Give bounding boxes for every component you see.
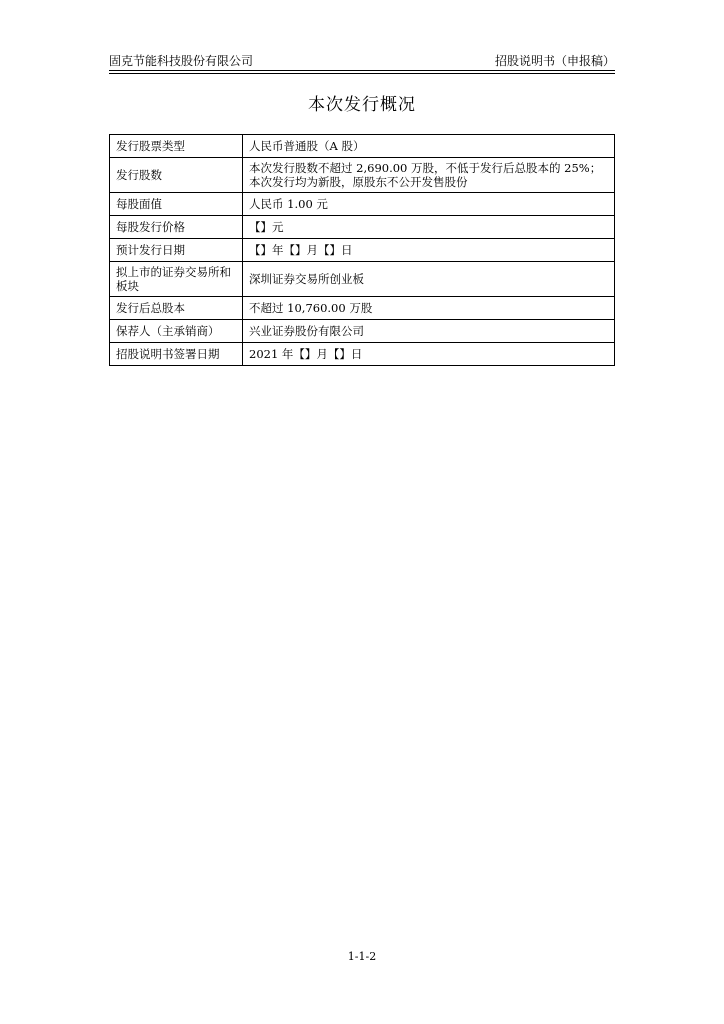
row-label: 招股说明书签署日期 (110, 343, 243, 366)
table-row (110, 193, 615, 216)
row-label: 每股发行价格 (110, 216, 243, 239)
row-value: 2021 年【】月【】日 (243, 343, 615, 366)
table-row (110, 158, 615, 193)
header-divider (109, 70, 615, 71)
table-row (110, 239, 615, 262)
row-value: 深圳证券交易所创业板 (243, 262, 615, 297)
table-row (110, 343, 615, 366)
table-row (110, 297, 615, 320)
page-header (109, 50, 615, 70)
row-value: 不超过 10,760.00 万股 (243, 297, 615, 320)
row-label: 预计发行日期 (110, 239, 243, 262)
row-value-line: 本次发行股数不超过 2,690.00 万股，不低于发行后总股本的 25%； (249, 161, 602, 175)
offering-summary-table (109, 134, 615, 366)
page-title: 本次发行概况 (308, 95, 416, 115)
row-label: 发行股数 (110, 158, 243, 193)
table-row (110, 216, 615, 239)
row-label: 发行后总股本 (110, 297, 243, 320)
row-value: 【】元 (243, 216, 615, 239)
row-value (243, 158, 615, 193)
row-label: 发行股票类型 (110, 135, 243, 158)
table-row (110, 320, 615, 343)
row-value: 人民币普通股（A 股） (243, 135, 615, 158)
table-row (110, 262, 615, 297)
header-divider-secondary (109, 73, 615, 74)
row-label: 拟上市的证券交易所和板块 (110, 262, 243, 297)
row-value-line: 本次发行均为新股，原股东不公开发售股份 (249, 175, 468, 189)
row-value: 兴业证券股份有限公司 (243, 320, 615, 343)
row-label: 每股面值 (110, 193, 243, 216)
header-company-name: 固克节能科技股份有限公司 (109, 53, 254, 68)
row-value: 人民币 1.00 元 (243, 193, 615, 216)
row-value: 【】年【】月【】日 (243, 239, 615, 262)
page-number: 1-1-2 (347, 950, 377, 963)
header-document-type: 招股说明书（申报稿） (494, 53, 615, 68)
row-label: 保荐人（主承销商） (110, 320, 243, 343)
table-row (110, 135, 615, 158)
